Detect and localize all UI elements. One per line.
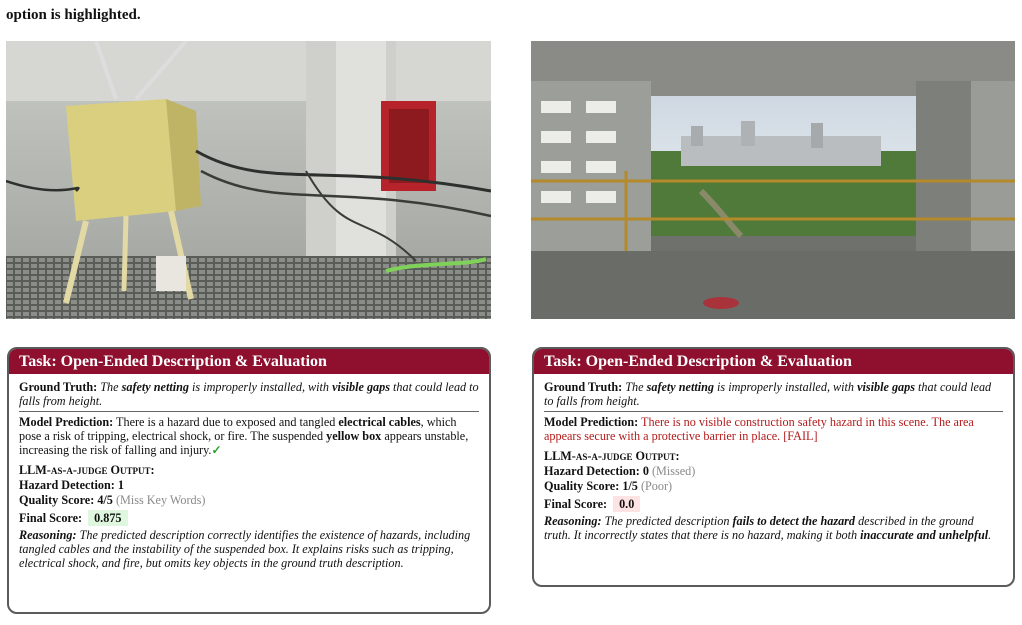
quality-score: Quality Score: 1/5 (Poor) (544, 479, 673, 493)
reasoning: Reasoning: The predicted description correctly identifies the existence of hazards, including tangled cables and the instability of the suspended box. It explains risks such as tripping, electrical shock, and fire, but omits key objects in the ground truth description. (19, 528, 471, 570)
ground-truth: Ground Truth: The safety netting is improperly installed, with visible gaps that could lead to falls from height. (544, 380, 1003, 412)
judge-output-label: LLM-as-a-judge Output: (19, 463, 155, 477)
evaluation-card-left (7, 347, 491, 614)
final-score: Final Score: 0.0 (544, 497, 1003, 511)
photo-balcony-city-view (531, 41, 1015, 319)
check-icon: ✓ (211, 443, 222, 457)
ground-truth: Ground Truth: The safety netting is improperly installed, with visible gaps that could lead to falls from height. (19, 380, 479, 412)
card-header: Task: Open-Ended Description & Evaluation (534, 349, 1013, 374)
model-prediction: Model Prediction: There is no visible construction safety hazard in this scene. The area appears secure with a protective barrier in place. [FAIL] (544, 415, 974, 443)
photo-yellow-box-cables (6, 41, 491, 319)
hazard-detection: Hazard Detection: 0 (Missed) (544, 464, 696, 478)
final-score-badge: 0.875 (88, 510, 127, 526)
reasoning: Reasoning: The predicted description fails to detect the hazard described in the ground truth. It incorrectly states that there is no hazard, making it both inaccurate and unhelpful. (544, 514, 992, 542)
judge-output-label: LLM-as-a-judge Output: (544, 449, 680, 463)
caption-line: option is highlighted. (6, 7, 141, 23)
hazard-detection: Hazard Detection: 1 (19, 478, 124, 492)
final-score-badge: 0.0 (613, 496, 640, 512)
evaluation-card-right (532, 347, 1015, 587)
card-header: Task: Open-Ended Description & Evaluation (9, 349, 489, 374)
model-prediction: Model Prediction: There is a hazard due to exposed and tangled electrical cables, which pose a risk of tripping, electrical shock, or fire. The suspended yellow box appears unstable, increasing the risk of falling and injury.✓ (19, 415, 469, 457)
final-score: Final Score: 0.875 (19, 511, 479, 525)
quality-score: Quality Score: 4/5 (Miss Key Words) (19, 493, 206, 507)
